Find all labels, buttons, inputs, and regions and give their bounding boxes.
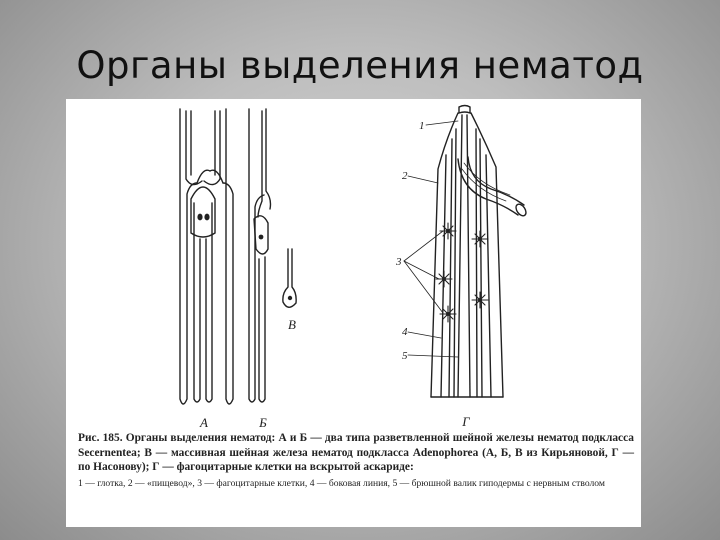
- label-b: Б: [259, 415, 267, 430]
- figure-panel: [66, 99, 641, 527]
- callout-1: 1: [419, 120, 425, 132]
- drawing-b: [249, 109, 271, 402]
- label-g: Г: [462, 414, 470, 429]
- drawing-g: [431, 106, 528, 398]
- label-a: А: [200, 415, 208, 430]
- callout-5: 5: [402, 350, 408, 362]
- slide-title: Органы выделения нематод: [76, 44, 644, 87]
- caption-text: Рис. 185. Органы выделения нематод: А и Б — два типа разветвленной шейной железы нематод подкласса Secernentea; В — массивная шейная железа нематод подкласса Adenophorea (А, Б, В из Кирьяновой, Г — по Насонову); Г — фагоцитарные клетки на вскрытой аскариде:: [78, 432, 634, 473]
- caption-legend: 1 — глотка, 2 — «пищевод», 3 — фагоцитарные клетки, 4 — боковая линия, 5 — брюшной валик гиподермы с нервным стволом: [78, 477, 605, 489]
- drawing-a: [180, 109, 233, 404]
- callout-4: 4: [402, 326, 408, 338]
- callout-2: 2: [402, 170, 408, 182]
- figure-caption: [78, 431, 634, 490]
- callout-3: 3: [396, 256, 402, 268]
- label-v: В: [288, 317, 296, 332]
